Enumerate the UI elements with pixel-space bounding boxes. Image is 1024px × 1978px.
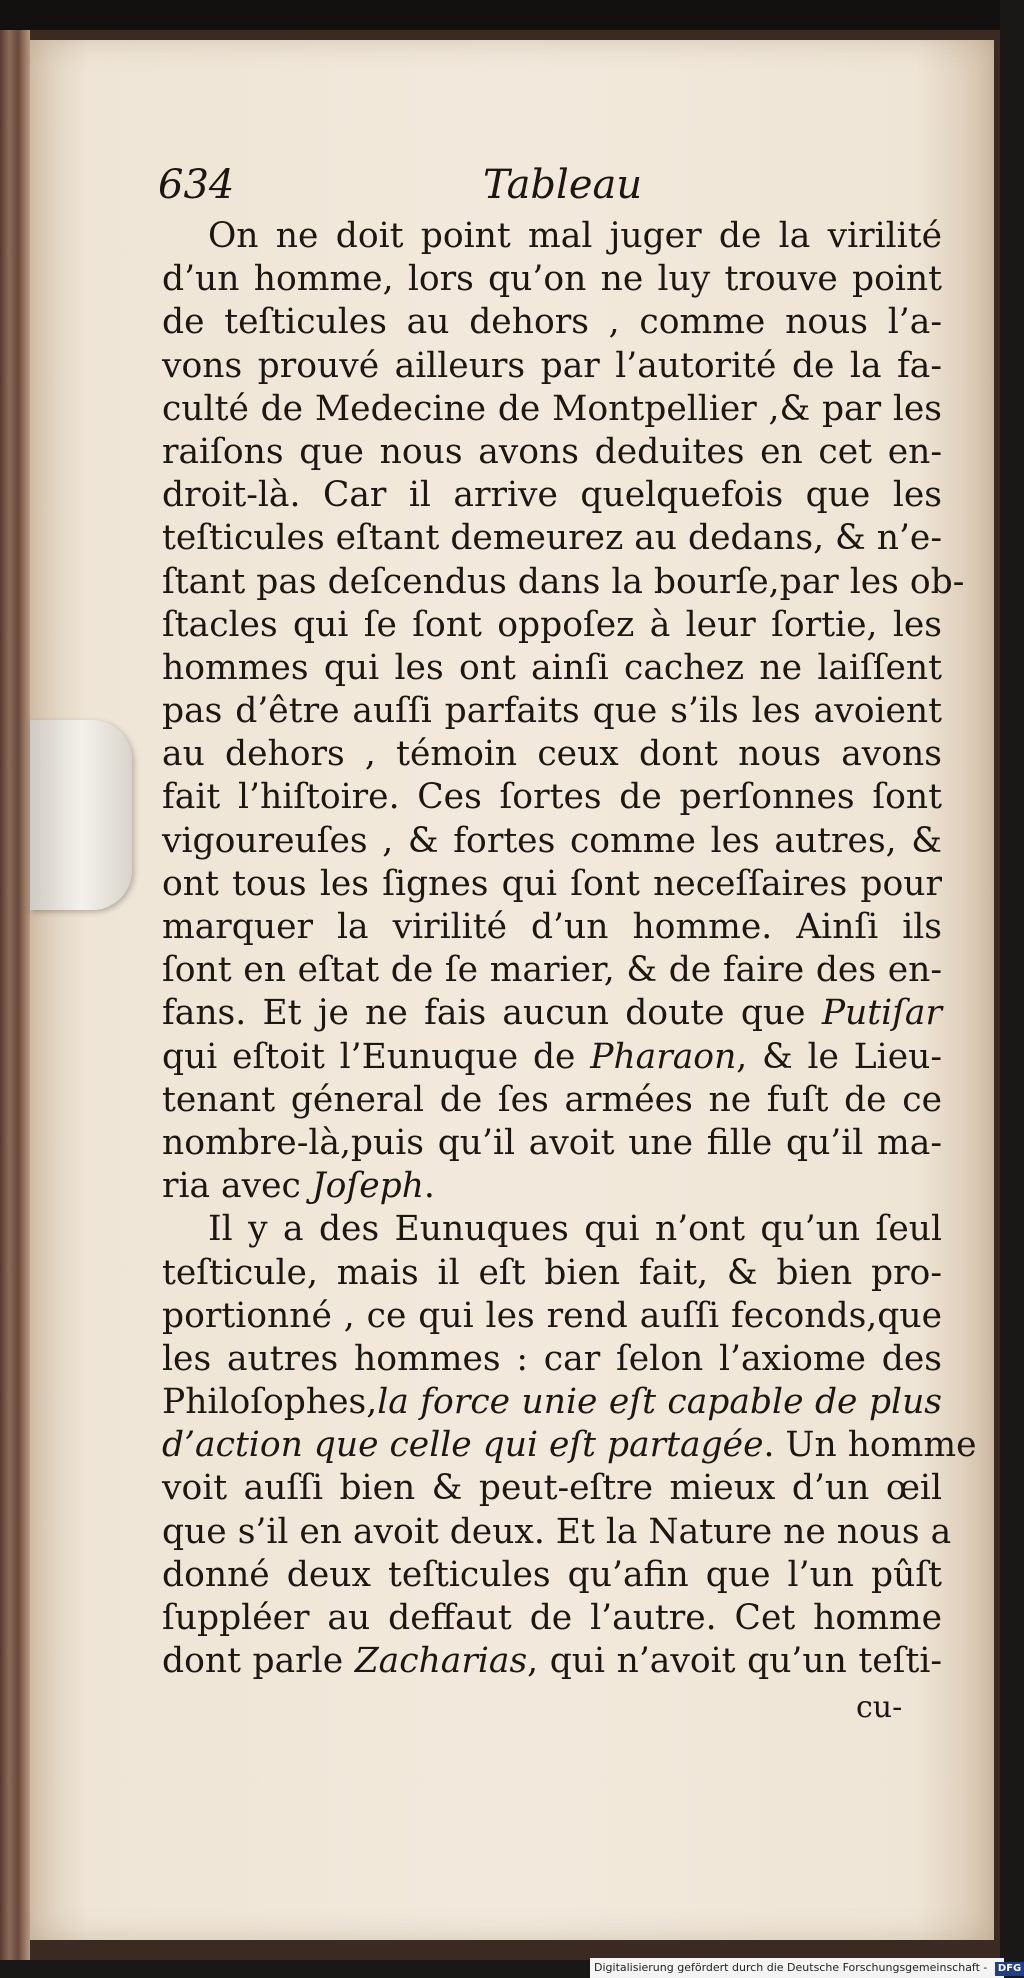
- text-line: nombre-là,puis qu’il avoit une fille qu’il ma-: [162, 1122, 942, 1163]
- text-line: d’un homme, lors qu’on ne luy trouve point: [162, 259, 942, 300]
- text-line: raiſons que nous avons deduites en cet en-: [162, 431, 942, 472]
- text-line: qui eſtoit l’Eunuque de Pharaon, & le Lieu-: [162, 1036, 942, 1077]
- text-line: pas d’être auſſi parfaits que s’ils les avoient: [162, 691, 942, 732]
- page-edges: [0, 30, 30, 1960]
- page-clip: [30, 720, 132, 910]
- text-line: marquer la virilité d’un homme. Ainſi ils: [162, 907, 942, 947]
- text-line: vigoureuſes , & fortes comme les autres, &: [162, 820, 942, 861]
- text-line: culté de Medecine de Montpellier ,& par les: [162, 388, 942, 429]
- text-line: hommes qui les ont ainſi cachez ne laiſſent: [162, 647, 942, 688]
- text-line: On ne doit point mal juger de la virilité: [208, 216, 942, 256]
- text-line: ſtant pas deſcendus dans la bourſe,par les ob-: [162, 561, 965, 602]
- text-line: que s’il en avoit deux. Et la Nature ne nous a: [162, 1511, 952, 1552]
- dfg-logo: DFG: [995, 1962, 1024, 1976]
- text-line: ont tous les ſignes qui ſont neceſſaires pour: [162, 863, 942, 904]
- text-line: ſtacles qui ſe ſont oppoſez à leur ſortie, les: [162, 604, 942, 645]
- text-line: vons prouvé ailleurs par l’autorité de la fa-: [162, 345, 942, 386]
- text-line: voit auſſi bien & peut-eſtre mieux d’un œil: [162, 1468, 942, 1509]
- footer-text: Digitalisierung gefördert durch die Deutsche Forschungsgemeinschaft -: [594, 1961, 988, 1974]
- text-line: fait l’hiſtoire. Ces ſortes de perſonnes ſont: [162, 777, 942, 818]
- catchword: cu-: [856, 1690, 903, 1725]
- body-text: [162, 215, 977, 1683]
- text-line: ſont en eſtat de ſe marier, & de faire des en-: [162, 950, 942, 991]
- text-line: les autres hommes : car ſelon l’axiome des: [162, 1338, 942, 1379]
- page-number: 634: [158, 162, 235, 208]
- text-line: au dehors , témoin ceux dont nous avons: [162, 734, 942, 775]
- text-line: portionné , ce qui les rend auſſi feconds,que: [162, 1295, 942, 1336]
- text-line: d’action que celle qui eſt partagée. Un homme: [162, 1425, 977, 1466]
- text-line: teſticules eſtant demeurez au dedans, & n’e-: [162, 518, 942, 559]
- text-line: de teſticules au dehors , comme nous l’a-: [162, 302, 942, 343]
- digitization-footer: [590, 1958, 1022, 1978]
- text-line: ria avec Joſeph.: [162, 1166, 435, 1207]
- text-line: teſticule, mais il eſt bien fait, & bien pro-: [162, 1252, 942, 1293]
- running-title: Tableau: [483, 162, 643, 208]
- text-line: dont parle Zacharias, qui n’avoit qu’un teſti-: [162, 1641, 943, 1682]
- text-line: Philoſophes,la force unie eſt capable de plus: [162, 1382, 942, 1423]
- text-line: tenant géneral de ſes armées ne fuſt de ce: [162, 1079, 942, 1120]
- text-line: fans. Et je ne fais aucun doute que Putiſar: [162, 993, 942, 1034]
- text-line: droit-là. Car il arrive quelquefois que les: [162, 475, 942, 516]
- page-header: [158, 162, 958, 214]
- text-line: Il y a des Eunuques qui n’ont qu’un ſeul: [208, 1209, 942, 1250]
- text-line: donné deux teſticules qu’afin que l’un pûſt: [162, 1554, 942, 1595]
- text-line: ſuppléer au deffaut de l’autre. Cet homme: [162, 1598, 942, 1638]
